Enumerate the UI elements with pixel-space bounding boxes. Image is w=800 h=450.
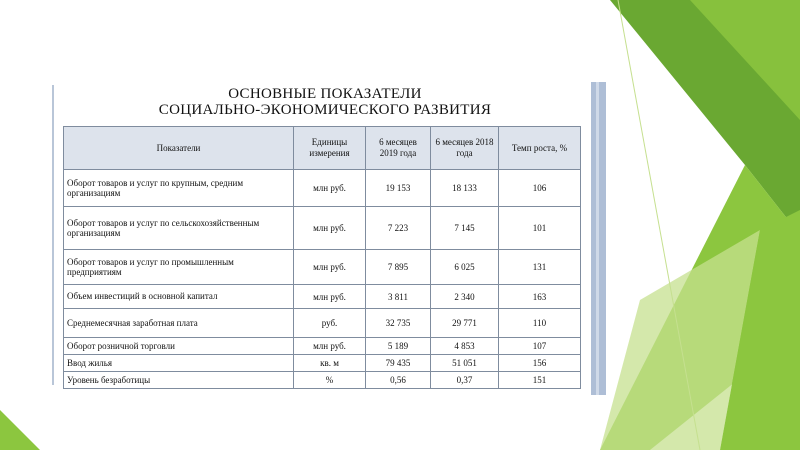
table-row [64,170,581,207]
row-name: Ввод жилья [64,355,294,372]
header-units: Единицы измерения [294,127,366,170]
table-row [64,355,581,372]
row-value-2018: 7 145 [431,207,499,250]
row-value-2019: 0,56 [366,372,431,389]
row-value-2019: 7 223 [366,207,431,250]
row-unit: млн руб. [294,285,366,309]
table-row [64,250,581,285]
row-unit: млн руб. [294,207,366,250]
row-unit: кв. м [294,355,366,372]
row-unit: руб. [294,309,366,338]
row-unit: млн руб. [294,250,366,285]
table-row [64,309,581,338]
row-growth: 156 [499,355,581,372]
row-unit: % [294,372,366,389]
row-value-2018: 0,37 [431,372,499,389]
row-name: Объем инвестиций в основной капитал [64,285,294,309]
page-title [70,86,580,118]
row-value-2018: 2 340 [431,285,499,309]
row-growth: 110 [499,309,581,338]
row-name: Оборот товаров и услуг по промышленным предприятиям [64,250,294,285]
table-row [64,207,581,250]
row-unit: млн руб. [294,338,366,355]
title-line-1: ОСНОВНЫЕ ПОКАЗАТЕЛИ [228,86,422,102]
row-growth: 101 [499,207,581,250]
title-line-2: СОЦИАЛЬНО-ЭКОНОМИЧЕСКОГО РАЗВИТИЯ [158,102,492,118]
row-value-2019: 19 153 [366,170,431,207]
table-row [64,372,581,389]
row-value-2018: 6 025 [431,250,499,285]
row-growth: 151 [499,372,581,389]
row-value-2018: 29 771 [431,309,499,338]
green-shape-left-bottom [0,410,40,450]
row-value-2019: 5 189 [366,338,431,355]
right-accent-bar [588,82,606,395]
row-growth: 106 [499,170,581,207]
header-period-2018: 6 месяцев 2018 года [431,127,499,170]
row-value-2019: 3 811 [366,285,431,309]
table-row [64,285,581,309]
row-value-2018: 4 853 [431,338,499,355]
row-unit: млн руб. [294,170,366,207]
row-growth: 131 [499,250,581,285]
row-growth: 107 [499,338,581,355]
indicators-table [63,126,581,389]
row-value-2019: 32 735 [366,309,431,338]
row-growth: 163 [499,285,581,309]
row-name: Оборот товаров и услуг по крупным, средним организациям [64,170,294,207]
row-value-2018: 18 133 [431,170,499,207]
row-value-2019: 79 435 [366,355,431,372]
row-name: Оборот розничной торговли [64,338,294,355]
row-value-2019: 7 895 [366,250,431,285]
row-name: Среднемесячная заработная плата [64,309,294,338]
header-period-2019: 6 месяцев 2019 года [366,127,431,170]
header-growth: Темп роста, % [499,127,581,170]
table-row [64,338,581,355]
left-rule [52,85,54,385]
row-value-2018: 51 051 [431,355,499,372]
header-indicator: Показатели [64,127,294,170]
row-name: Уровень безработицы [64,372,294,389]
row-name: Оборот товаров и услуг по сельскохозяйственным организациям [64,207,294,250]
table-header-row [64,127,581,170]
